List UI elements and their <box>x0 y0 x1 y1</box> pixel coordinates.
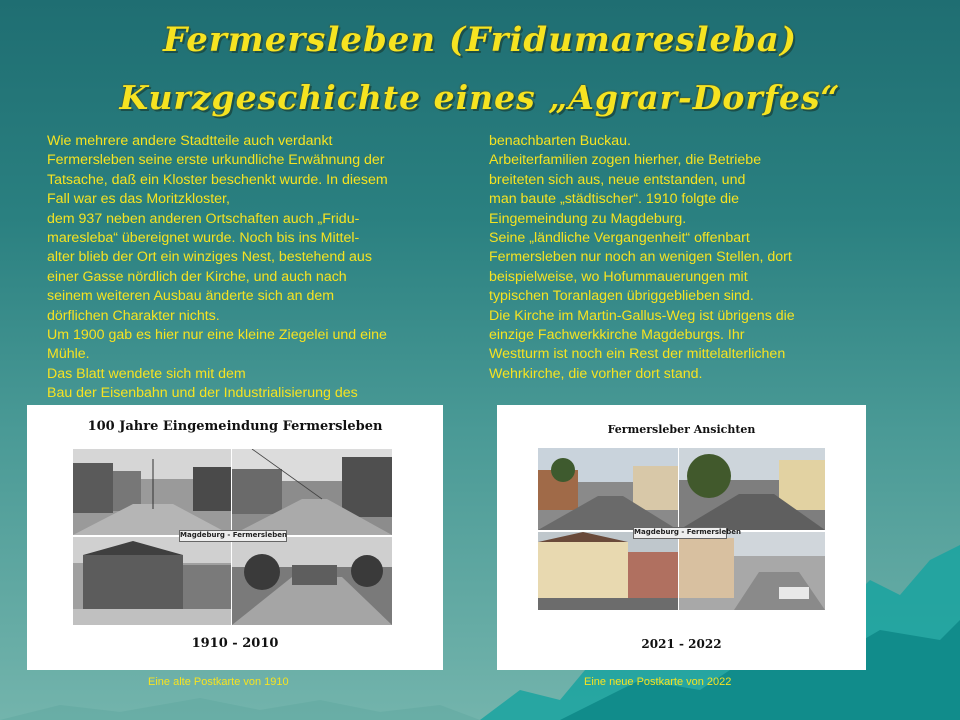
text-column-left <box>47 132 467 404</box>
postcard-new-years: 2021 - 2022 <box>641 637 722 651</box>
left-text-line: Das Blatt wendete sich mit dem <box>47 365 246 382</box>
postcard-new-title: Fermersleber Ansichten <box>607 423 756 436</box>
page-subtitle: Kurzgeschichte eines „Agrar-Dorfes“ <box>119 78 841 117</box>
right-text-line: Seine „ländliche Vergangenheit“ offenbart <box>489 230 750 247</box>
right-text-line: Die Kirche im Martin-Gallus-Weg ist übrigens die <box>489 307 795 324</box>
left-text-line: seinem weiteren Ausbau änderte sich an dem <box>47 288 335 305</box>
postcard-old-photo-avenue <box>232 537 392 625</box>
page-title: Fermersleben (Fridumaresleba) <box>162 20 798 60</box>
right-text-line: Westturm ist noch ein Rest der mittelalterlichen <box>489 346 786 363</box>
postcard-old-photo-building <box>73 537 231 625</box>
postcard-new-photo-street-1 <box>538 448 678 530</box>
right-text-line: Wehrkirche, die vorher dort stand. <box>489 365 703 382</box>
left-text-line: dem 937 neben anderen Ortschaften auch „Fridu- <box>47 210 360 227</box>
right-text-line: beispielweise, wo Hofummauerungen mit <box>489 268 748 285</box>
right-text-line: Eingemeindung zu Magdeburg. <box>489 210 687 227</box>
postcard-old-title: 100 Jahre Eingemeindung Fermersleben <box>87 419 383 434</box>
left-text-line: Mühle. <box>47 346 90 363</box>
postcard-old-years: 1910 - 2010 <box>191 636 279 651</box>
left-text-line: Um 1900 gab es hier nur eine kleine Ziegelei und eine <box>47 327 387 344</box>
postcard-new-caption: Eine neue Postkarte von 2022 <box>584 676 732 688</box>
right-text-line: Arbeiterfamilien zogen hierher, die Betriebe <box>489 152 762 169</box>
postcard-old-photo-street-2 <box>232 449 392 535</box>
postcard-new-photo-building <box>538 532 678 610</box>
right-text-line: Fermersleben nur noch an wenigen Stellen, dort <box>489 249 792 266</box>
left-text-line: Fermersleben seine erste urkundliche Erwähnung der <box>47 152 385 169</box>
right-text-line: typischen Toranlagen übriggeblieben sind. <box>489 288 754 305</box>
postcard-old-caption: Eine alte Postkarte von 1910 <box>148 676 289 688</box>
left-text-line: maresleba“ übereignet wurde. Noch bis ins Mittel- <box>47 230 360 247</box>
left-text-line: Fall war es das Moritzkloster, <box>47 191 230 208</box>
text-column-right <box>489 132 919 384</box>
left-text-line: einer Gasse nördlich der Kirche, und auch nach <box>47 268 347 285</box>
postcard-new-photo-sidestreet <box>679 532 825 610</box>
right-text-line: breiteten sich aus, neue entstanden, und <box>489 171 746 188</box>
postcard-new-photo-street-2 <box>679 448 825 530</box>
left-text-line: Tatsache, daß ein Kloster beschenkt wurde. In diesem <box>47 171 388 188</box>
right-text-line: benachbarten Buckau. <box>489 133 631 149</box>
right-text-line: man baute „städtischer“. 1910 folgte die <box>489 191 740 208</box>
postcard-new-label: Magdeburg - Fermersleben <box>633 527 727 539</box>
right-text-line: einzige Fachwerkkirche Magdeburgs. Ihr <box>489 327 745 344</box>
postcard-new <box>497 405 866 670</box>
left-text-line: Wie mehrere andere Stadtteile auch verdankt <box>47 133 333 149</box>
left-text-line: dörflichen Charakter nichts. <box>47 307 220 324</box>
postcard-old <box>27 405 443 670</box>
postcard-old-label: Magdeburg - Fermersleben <box>179 530 287 542</box>
left-text-line: Bau der Eisenbahn und der Industrialisierung des <box>47 385 358 402</box>
postcard-old-photo-street-1 <box>73 449 231 535</box>
left-text-line: alter blieb der Ort ein winziges Nest, bestehend aus <box>47 249 372 266</box>
